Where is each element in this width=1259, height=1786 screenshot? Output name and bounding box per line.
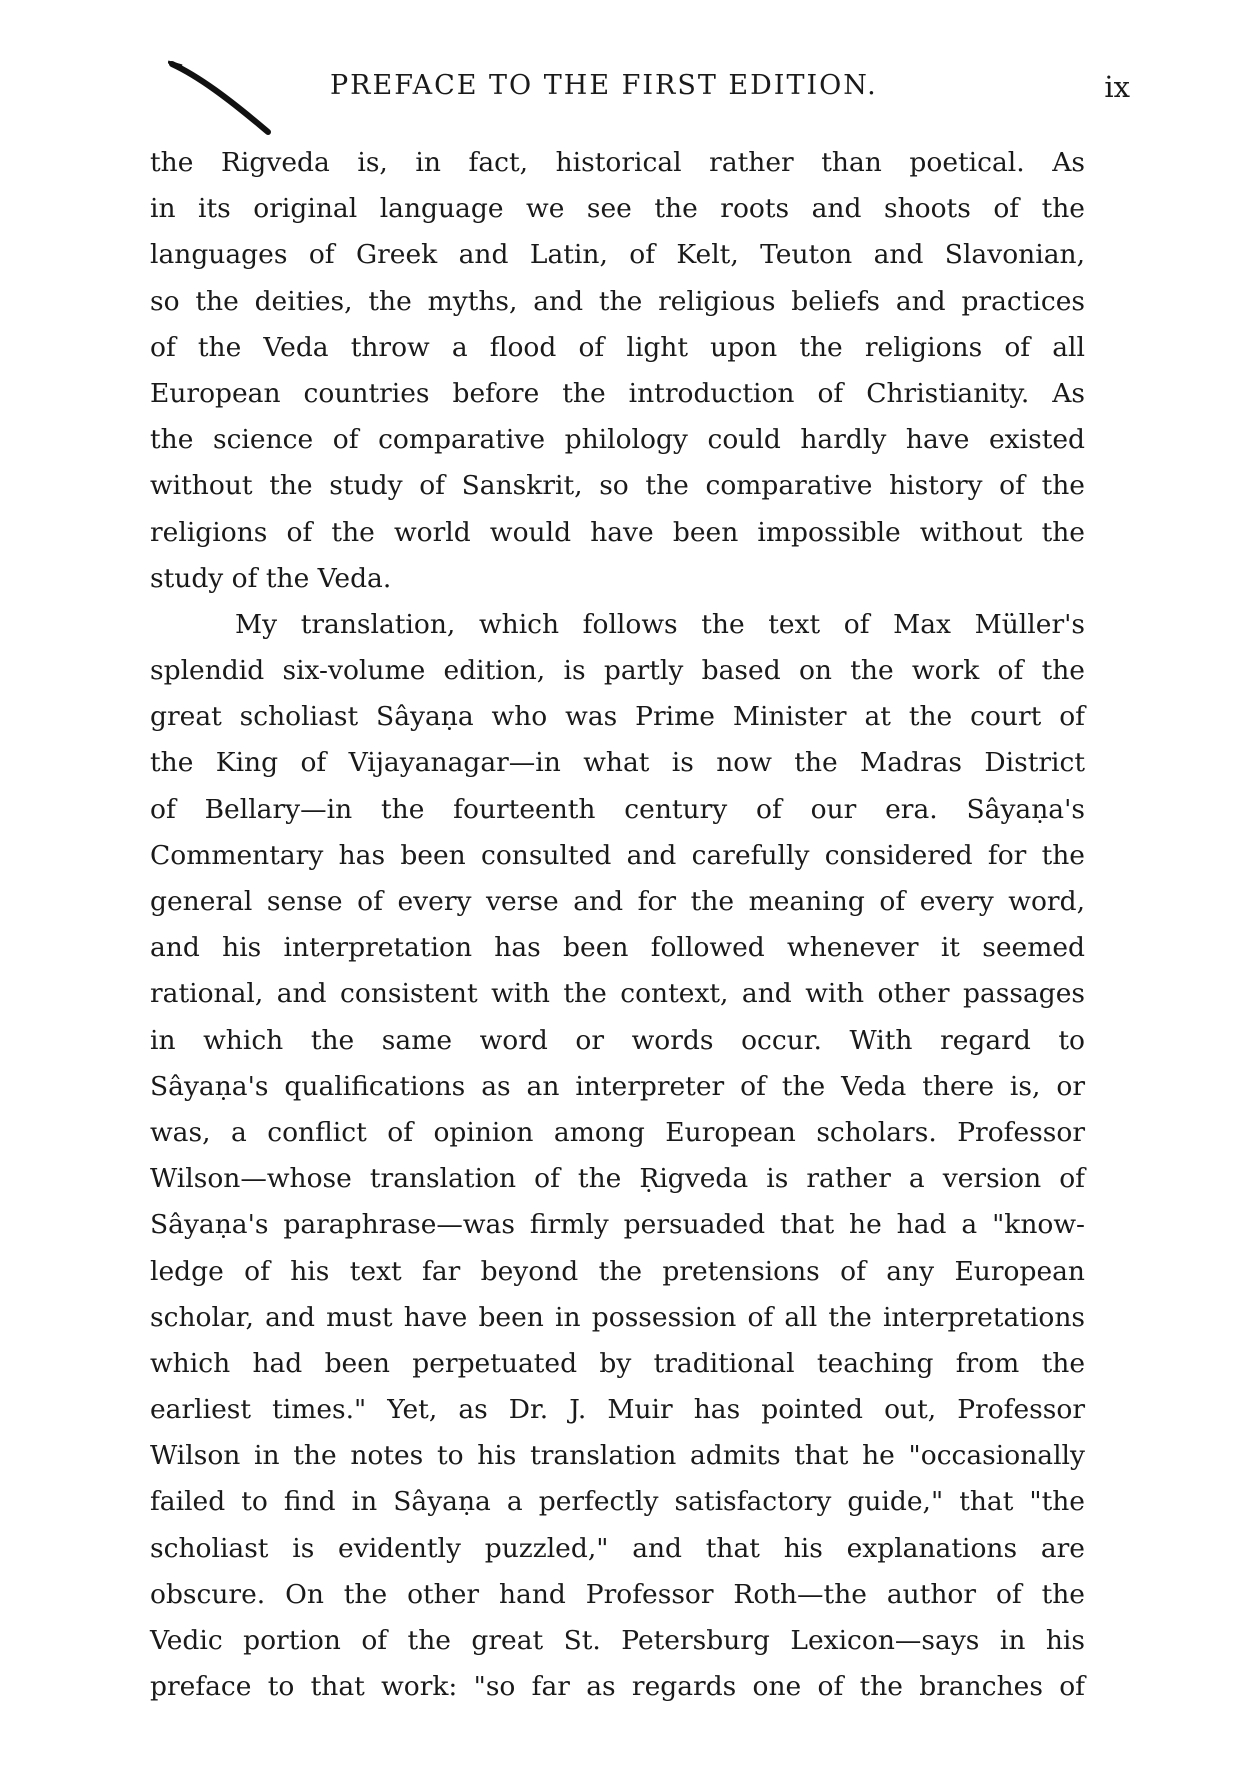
- text-line: My translation, which follows the text of Max Müller's: [235, 608, 1085, 640]
- text-line: the Rigveda is, in fact, historical rather than poetical. As: [150, 147, 1085, 178]
- paragraph: [150, 602, 1085, 1711]
- text-line: rational, and consistent with the context, and with other passages: [150, 978, 1085, 1010]
- text-line: the King of Vijayanagar—in what is now the Madras District: [150, 747, 1085, 779]
- text-line: without the study of Sanskrit, so the comparative history of the: [150, 470, 1085, 502]
- body-text: [150, 140, 1085, 1710]
- text-line: in its original language we see the roots and shoots of the: [150, 193, 1085, 225]
- text-line: Vedic portion of the great St. Petersburg Lexicon—says in his: [150, 1625, 1085, 1656]
- text-line: study of the Veda.: [150, 562, 392, 594]
- text-line: general sense of every verse and for the meaning of every word,: [150, 886, 1085, 917]
- text-line: great scholiast Sâyaṇa who was Prime Minister at the court of: [150, 701, 1085, 733]
- text-line: Wilson in the notes to his translation admits that he "occasionally: [150, 1440, 1085, 1472]
- text-line: earliest times." Yet, as Dr. J. Muir has pointed out, Professor: [150, 1394, 1085, 1426]
- paragraph: [150, 140, 1085, 602]
- header-title: PREFACE TO THE FIRST EDITION.: [330, 70, 878, 101]
- text-line: obscure. On the other hand Professor Roth—the author of the: [150, 1578, 1085, 1610]
- text-line: and his interpretation has been followed whenever it seemed: [150, 932, 1085, 964]
- text-line: Sâyaṇa's qualifications as an interpreter of the Veda there is, or: [150, 1070, 1085, 1102]
- text-line: languages of Greek and Latin, of Kelt, Teuton and Slavonian,: [150, 239, 1085, 271]
- text-line: scholar, and must have been in possession of all the interpretations: [150, 1301, 1085, 1333]
- text-line: preface to that work: "so far as regards one of the branches of: [150, 1671, 1085, 1703]
- page-number: ix: [1104, 70, 1130, 104]
- text-line: Commentary has been consulted and carefully considered for the: [150, 839, 1085, 871]
- text-line: of Bellary—in the fourteenth century of our era. Sâyaṇa's: [150, 793, 1085, 825]
- running-header: [330, 70, 1130, 114]
- text-line: in which the same word or words occur. With regard to: [150, 1024, 1085, 1056]
- text-line: splendid six-volume edition, is partly based on the work of the: [150, 655, 1085, 687]
- text-line: scholiast is evidently puzzled," and that his explanations are: [150, 1532, 1085, 1564]
- ink-stroke-mark: [168, 58, 278, 138]
- text-line: ledge of his text far beyond the pretensions of any European: [150, 1255, 1085, 1287]
- text-line: failed to find in Sâyaṇa a perfectly satisfactory guide," that "the: [150, 1486, 1085, 1518]
- text-line: which had been perpetuated by traditional teaching from the: [150, 1347, 1085, 1379]
- text-line: religions of the world would have been impossible without the: [150, 516, 1085, 548]
- text-line: so the deities, the myths, and the religious beliefs and practices: [150, 285, 1085, 317]
- text-line: European countries before the introduction of Christianity. As: [150, 377, 1085, 409]
- text-line: Wilson—whose translation of the Ṛigveda is rather a version of: [150, 1163, 1085, 1195]
- text-line: the science of comparative philology could hardly have existed: [150, 424, 1085, 456]
- text-line: of the Veda throw a flood of light upon the religions of all: [150, 331, 1085, 363]
- text-line: Sâyaṇa's paraphrase—was firmly persuaded that he had a "know-: [150, 1209, 1085, 1241]
- text-line: was, a conflict of opinion among European scholars. Professor: [150, 1116, 1085, 1148]
